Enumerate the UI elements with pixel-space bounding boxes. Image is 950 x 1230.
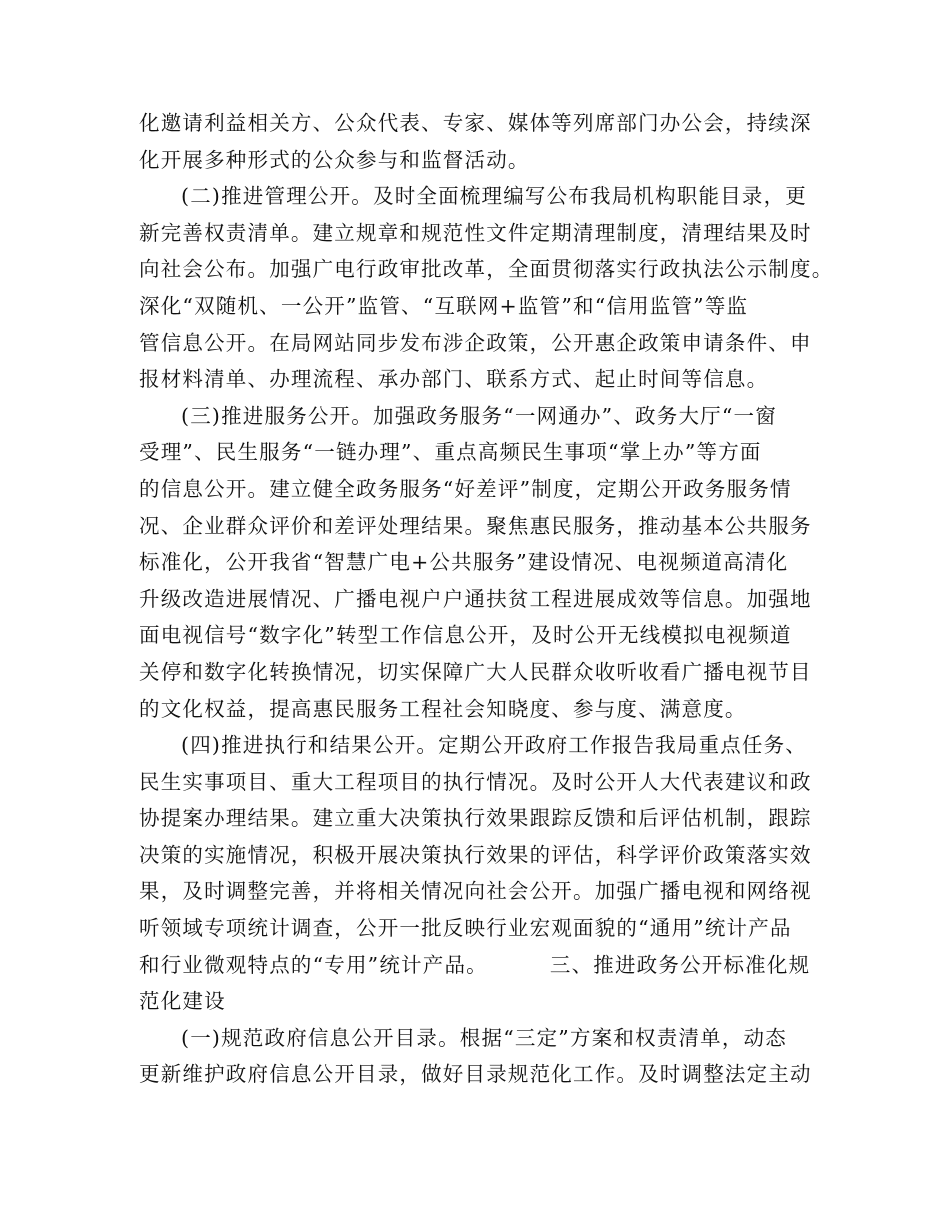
document-body <box>139 105 834 1093</box>
text-line: 新完善权责清单。建立规章和规范性文件定期清理制度，清理结果及时 <box>139 220 812 245</box>
text-line: 的文化权益，提高惠民服务工程社会知晓度、参与度、满意度。 <box>139 696 747 721</box>
section-heading-4: (四)推进执行和结果公开。定期公开政府工作报告我局重点任务、 <box>181 733 807 758</box>
text-line: 化开展多种形式的公众参与和监督活动。 <box>139 147 530 172</box>
section-heading-3: (三)推进服务公开。加强政务服务“一网通办”、政务大厅“一窗 <box>181 403 777 428</box>
mixed-line <box>139 947 819 984</box>
text-line: 报材料清单、办理流程、承办部门、联系方式、起止时间等信息。 <box>139 367 769 392</box>
text-line: 面电视信号“数字化”转型工作信息公开，及时公开无线模拟电视频道 <box>139 623 792 648</box>
text-line: 况、企业群众评价和差评处理结果。聚焦惠民服务，推动基本公共服务 <box>139 513 812 538</box>
text-line: 受理”、民生服务“一链办理”、重点高频民生事项“掌上办”等方面 <box>139 440 762 465</box>
text-line: 听领域专项统计调查，公开一批反映行业宏观面貌的“通用”统计产品 <box>139 916 792 941</box>
section-heading-1: (一)规范政府信息公开目录。根据“三定”方案和权责清单，动态 <box>181 1025 787 1050</box>
text-line: 和行业微观特点的“专用”统计产品。 <box>139 952 488 977</box>
chapter-heading-3-continued: 范化建设 <box>139 989 226 1014</box>
text-line: 升级改造进展情况、广播电视户户通扶贫工程进展成效等信息。加强地 <box>139 586 812 611</box>
text-line: 协提案办理结果。建立重大决策执行效果跟踪反馈和后评估机制，跟踪 <box>139 806 812 831</box>
text-line: 更新维护政府信息公开目录，做好目录规范化工作。及时调整法定主动 <box>139 1062 812 1087</box>
text-line: 深化“双随机、一公开”监管、“互联网+监管”和“信用监管”等监 <box>139 293 749 318</box>
text-line: 民生实事项目、重大工程项目的执行情况。及时公开人大代表建议和政 <box>139 769 812 794</box>
text-line: 果，及时调整完善，并将相关情况向社会公开。加强广播电视和网络视 <box>139 879 812 904</box>
chapter-heading-3: 三、推进政务公开标准化规 <box>549 952 811 977</box>
text-line: 管信息公开。在局网站同步发布涉企政策，公开惠企政策申请条件、申 <box>139 330 812 355</box>
section-heading-2: (二)推进管理公开。及时全面梳理编写公布我局机构职能目录，更 <box>181 184 807 209</box>
text-line: 关停和数字化转换情况，切实保障广大人民群众收听收看广播电视节目 <box>139 659 812 684</box>
text-line: 标准化，公开我省“智慧广电+公共服务”建设情况、电视频道高清化 <box>139 550 789 575</box>
text-line: 的信息公开。建立健全政务服务“好差评”制度，定期公开政务服务情 <box>139 476 792 501</box>
text-line: 化邀请利益相关方、公众代表、专家、媒体等列席部门办公会，持续深 <box>139 111 812 135</box>
text-line: 向社会公布。加强广电行政审批改革，全面贯彻落实行政执法公示制度。 <box>139 257 834 282</box>
text-line: 决策的实施情况，积极开展决策执行效果的评估，科学评价政策落实效 <box>139 842 812 867</box>
